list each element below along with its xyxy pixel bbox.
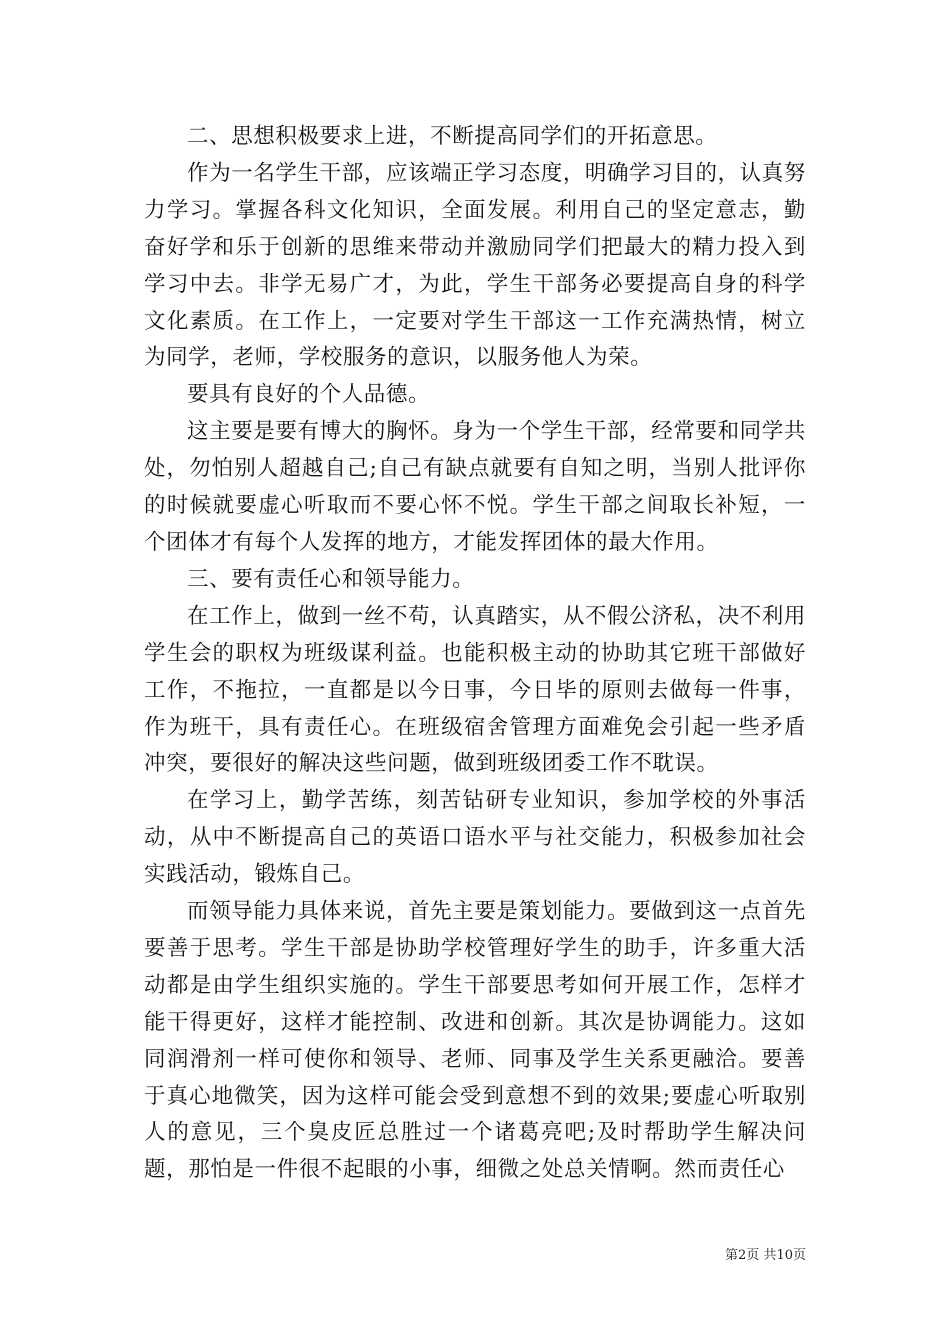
footer-suffix: 页 — [792, 1248, 806, 1263]
paragraph: 在学习上，勤学苦练，刻苦钻研专业知识，参加学校的外事活动，从中不断提高自己的英语口语水平与社交能力，积极参加社会实践活动，锻炼自己。 — [144, 788, 806, 888]
paragraph: 在工作上，做到一丝不苟，认真踏实，从不假公济私，决不利用学生会的职权为班级谋利益。也能积极主动的协助其它班干部做好工作，不拖拉，一直都是以今日事，今日毕的原则去做每一件事，作为班干，具有责任心。在班级宿舍管理方面难免会引起一些矛盾冲突，要很好的解决这些问题，做到班级团委工作不耽误。 — [144, 603, 806, 777]
page-number-footer — [725, 1244, 806, 1263]
footer-current-page: 2 — [738, 1248, 747, 1263]
paragraph-subheading: 要具有良好的个人品德。 — [187, 382, 431, 408]
footer-total-pages: 10 — [776, 1248, 793, 1263]
paragraph: 作为一名学生干部，应该端正学习态度，明确学习目的，认真努力学习。掌握各科文化知识，全面发展。利用自己的坚定意志，勤奋好学和乐于创新的思维来带动并激励同学们把最大的精力投入到学习中去。非学无易广才，为此，学生干部务必要提高自身的科学文化素质。在工作上，一定要对学生干部这一工作充满热情，树立为同学，老师，学校服务的意识，以服务他人为荣。 — [144, 160, 806, 371]
paragraph-heading-3: 三、要有责任心和领导能力。 — [187, 566, 475, 592]
body-text — [144, 119, 806, 1189]
footer-prefix: 第 — [725, 1248, 739, 1263]
paragraph-heading-2: 二、思想积极要求上进，不断提高同学们的开拓意思。 — [187, 124, 718, 149]
paragraph: 而领导能力具体来说，首先主要是策划能力。要做到这一点首先要善于思考。学生干部是协助学校管理好学生的助手，许多重大活动都是由学生组织实施的。学生干部要思考如何开展工作，怎样才能干得更好，这样才能控制、改进和创新。其次是协调能力。这如同润滑剂一样可使你和领导、老师、同事及学生关系更融洽。要善于真心地微笑，因为这样可能会受到意想不到的效果;要虚心听取别人的意见，三个臭皮匠总胜过一个诸葛亮吧;及时帮助学生解决问题，那怕是一件很不起眼的小事，细微之处总关情啊。然而责任心 — [144, 899, 806, 1183]
footer-middle: 页 共 — [746, 1248, 777, 1263]
paragraph: 这主要是要有博大的胸怀。身为一个学生干部，经常要和同学共处，勿怕别人超越自己;自己有缺点就要有自知之明，当别人批评你的时候就要虚心听取而不要心怀不悦。学生干部之间取长补短，一个团体才有每个人发挥的地方，才能发挥团体的最大作用。 — [144, 419, 806, 555]
